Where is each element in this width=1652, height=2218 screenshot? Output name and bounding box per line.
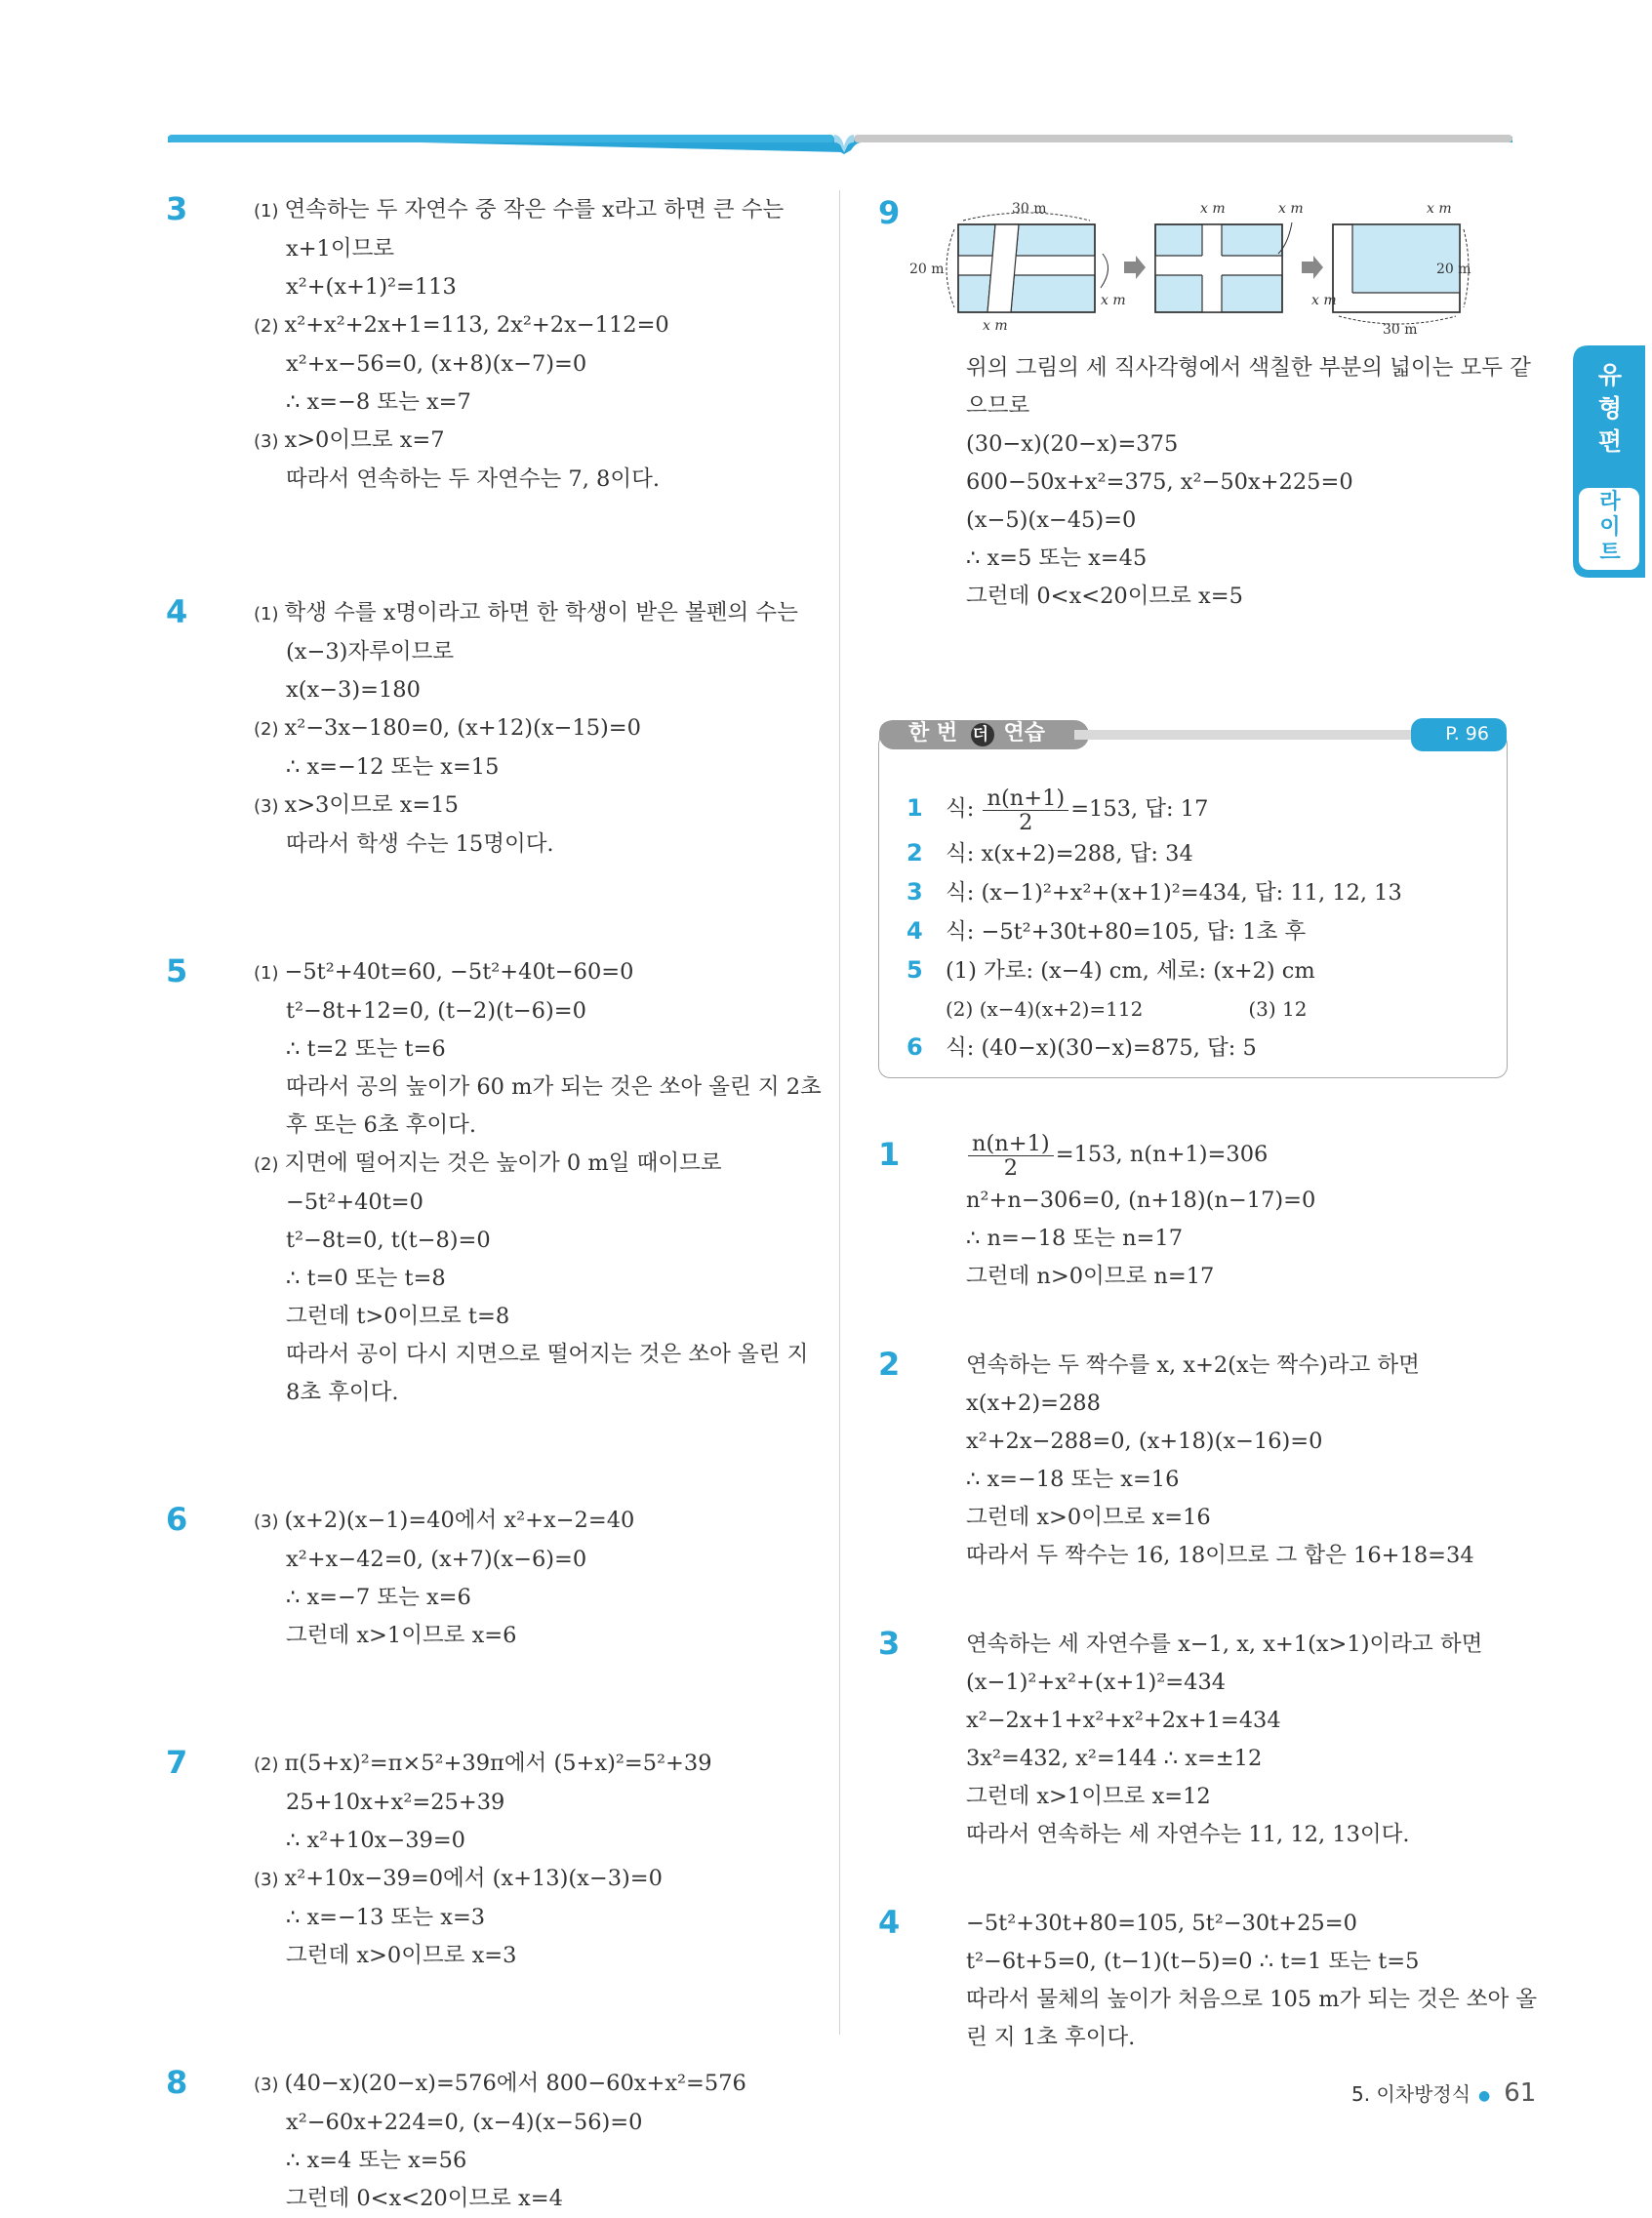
solution-line — [254, 1579, 810, 1617]
line-text: x²−60x+224=0, (x−4)(x−56)=0 — [286, 2110, 643, 2135]
solution-line: (x−5)(x−45)=0 — [966, 507, 1137, 533]
practice-item-number: 6 — [907, 1033, 923, 1061]
solution-line: x(x+2)=288 — [966, 1391, 1101, 1416]
solution-line — [254, 671, 810, 709]
line-text: x²+x−42=0, (x+7)(x−6)=0 — [286, 1547, 587, 1572]
fraction-denominator: 2 — [1019, 809, 1033, 835]
solution-line: ∴ x=−18 또는 x=16 — [966, 1467, 1180, 1492]
solution-line — [254, 633, 810, 671]
fraction — [983, 786, 1068, 834]
line-text: (x+2)(x−1)=40에서 x²+x−2=40 — [284, 1508, 635, 1533]
solution-line: 600−50x+x²=375, x²−50x+225=0 — [966, 469, 1353, 495]
item-text: (1) 가로: (x−4) cm, 세로: (x+2) cm — [946, 958, 1315, 984]
solution-line — [254, 2104, 810, 2142]
solution-line: 그런데 n>0이므로 n=17 — [966, 1264, 1215, 1289]
solution-line: 린 지 1초 후이다. — [966, 2025, 1136, 2050]
line-text: =153, n(n+1)=306 — [1055, 1142, 1269, 1167]
problem-number: 4 — [878, 1904, 901, 1941]
line-text: 그런데 0<x<20이므로 x=4 — [286, 2186, 563, 2211]
item-text: (2) (x−4)(x+2)=112 — [946, 997, 1144, 1021]
solution-line — [966, 1127, 1522, 1182]
problem-number: 8 — [166, 2064, 188, 2101]
solution-line: x²−2x+1+x²+x²+2x+1=434 — [966, 1708, 1281, 1733]
problem-6 — [166, 1502, 810, 1655]
problem-7 — [166, 1745, 810, 1975]
page-number: 61 — [1504, 2078, 1537, 2108]
label-20m: 20 m — [1436, 262, 1471, 277]
line-text: x(x−3)=180 — [286, 677, 421, 703]
right-column — [878, 191, 1538, 2057]
solution-line — [254, 1899, 810, 1937]
line-text: 따라서 연속하는 두 자연수는 7, 8이다. — [286, 466, 660, 492]
subpart-label: (2) — [254, 316, 279, 337]
solution-line — [254, 2065, 810, 2104]
practice-item — [879, 834, 1507, 873]
answer-4 — [878, 1904, 1538, 2057]
practice-box — [878, 721, 1508, 1078]
answer-3 — [878, 1626, 1522, 1854]
solution-line — [254, 1617, 810, 1655]
left-column — [166, 190, 822, 2218]
practice-item-number: 4 — [907, 917, 923, 945]
subpart-label: (3) — [254, 431, 279, 452]
solution-line — [254, 383, 810, 422]
line-text: 후 또는 6초 후이다. — [286, 1112, 477, 1138]
solution-line: t²−6t+5=0, (t−1)(t−5)=0 ∴ t=1 또는 t=5 — [966, 1949, 1420, 1974]
side-tab-bottom-text: 라이트 — [1599, 490, 1621, 565]
solution-line: n²+n−306=0, (n+18)(n−17)=0 — [966, 1188, 1316, 1213]
solution-line — [254, 1184, 810, 1222]
line-text: x+1이므로 — [286, 236, 395, 262]
line-text: 연속하는 두 자연수 중 작은 수를 x라고 하면 큰 수는 — [284, 197, 785, 222]
solution-line — [254, 1745, 810, 1784]
solution-line — [254, 1298, 810, 1336]
problem-5 — [166, 952, 822, 1412]
problem-9 — [878, 194, 1531, 616]
item-text: (3) 12 — [1248, 997, 1308, 1021]
problem-number: 1 — [878, 1136, 901, 1173]
subpart-label: (1) — [254, 604, 279, 625]
line-text: t²−8t=0, t(t−8)=0 — [286, 1228, 491, 1253]
problem-number: 7 — [166, 1744, 188, 1781]
line-text: 따라서 학생 수는 15명이다. — [286, 831, 554, 857]
problem-4 — [166, 594, 810, 864]
solution-line — [254, 2142, 810, 2180]
practice-title-badge: 더 — [972, 725, 989, 745]
footer-chapter: 5. 이차방정식 — [1351, 2082, 1471, 2106]
fraction-denominator: 2 — [1003, 1154, 1019, 1181]
solution-line — [254, 345, 810, 383]
solution-line — [254, 230, 810, 268]
solution-line — [254, 992, 810, 1030]
solution-line — [254, 1374, 810, 1412]
label-20m: 20 m — [909, 262, 945, 277]
problem-number: 6 — [166, 1501, 188, 1538]
practice-item-number: 5 — [907, 956, 923, 984]
solution-line — [254, 1222, 810, 1260]
item-text: 식: x(x+2)=288, 답: 34 — [946, 841, 1193, 867]
subpart-label: (1) — [254, 201, 279, 222]
side-tab-label-bottom — [1583, 490, 1637, 566]
line-text: x²+x²+2x+1=113, 2x²+2x−112=0 — [284, 312, 669, 338]
subpart-label: (3) — [254, 1512, 279, 1532]
fraction-numerator: n(n+1) — [983, 786, 1068, 811]
solution-line — [254, 461, 810, 499]
solution-line — [254, 1822, 810, 1860]
solution-line: −5t²+30t+80=105, 5t²−30t+25=0 — [966, 1911, 1357, 1936]
solution-line: x²+2x−288=0, (x+18)(x−16)=0 — [966, 1429, 1323, 1454]
problem-number: 4 — [166, 593, 188, 630]
footer — [1351, 2078, 1536, 2108]
bullet-icon: ● — [1478, 2087, 1491, 2104]
line-text: x>3이므로 x=15 — [284, 792, 459, 818]
solution-line — [254, 1107, 810, 1145]
solution-line: (x−1)²+x²+(x+1)²=434 — [966, 1670, 1227, 1695]
rectangles-figure — [909, 195, 1471, 342]
line-text: (x−3)자루이므로 — [286, 639, 455, 665]
line-text: 25+10x+x²=25+39 — [286, 1790, 505, 1815]
fraction-numerator: n(n+1) — [968, 1132, 1054, 1156]
label-xm: x m — [1427, 201, 1452, 217]
practice-item — [879, 951, 1507, 990]
solution-line: 따라서 물체의 높이가 처음으로 105 m가 되는 것은 쏘아 올 — [966, 1987, 1538, 2012]
line-text: 따라서 공의 높이가 60 m가 되는 것은 쏘아 올린 지 2초 — [286, 1074, 822, 1100]
subpart-label: (2) — [254, 1154, 279, 1175]
problem-8 — [166, 2065, 810, 2218]
subpart-label: (3) — [254, 796, 279, 817]
solution-line — [254, 1541, 810, 1579]
solution-line: 위의 그림의 세 직사각형에서 색칠한 부분의 넓이는 모두 같 — [966, 355, 1531, 381]
line-text: ∴ x²+10x−39=0 — [286, 1828, 465, 1853]
line-text: ∴ x=4 또는 x=56 — [286, 2148, 467, 2173]
line-text: x²+10x−39=0에서 (x+13)(x−3)=0 — [284, 1866, 663, 1891]
problem-number: 3 — [878, 1625, 901, 1662]
solution-line: 그런데 x>0이므로 x=16 — [966, 1505, 1211, 1530]
line-text: ∴ t=0 또는 t=8 — [286, 1266, 446, 1291]
solution-line — [254, 594, 810, 633]
practice-title: 한 번 — [908, 721, 958, 746]
line-text: −5t²+40t=0 — [286, 1190, 423, 1215]
label-xm: x m — [1311, 293, 1337, 308]
item-text: 식: — [946, 796, 982, 822]
fraction — [968, 1132, 1054, 1180]
solution-line: 연속하는 두 짝수를 x, x+2(x는 짝수)라고 하면 — [966, 1352, 1420, 1378]
problem-number: 3 — [166, 190, 188, 227]
label-xm: x m — [1200, 201, 1226, 217]
solution-line: (30−x)(20−x)=375 — [966, 431, 1179, 457]
solution-line: 그런데 x>1이므로 x=12 — [966, 1784, 1211, 1809]
practice-item — [879, 1028, 1507, 1068]
solution-line — [254, 953, 810, 992]
line-text: 그런데 t>0이므로 t=8 — [286, 1304, 510, 1329]
solution-line: ∴ x=5 또는 x=45 — [966, 545, 1148, 571]
solution-line — [254, 1145, 810, 1184]
label-xm: x m — [983, 318, 1008, 334]
solution-line — [254, 1260, 810, 1298]
line-text: x²+x−56=0, (x+8)(x−7)=0 — [286, 351, 587, 377]
problem-3 — [166, 191, 810, 499]
practice-item — [879, 873, 1507, 912]
solution-line: 그런데 0<x<20이므로 x=5 — [966, 584, 1243, 609]
line-text: ∴ x=−13 또는 x=3 — [286, 1905, 486, 1930]
practice-item-number: 2 — [907, 839, 923, 867]
subpart-label: (3) — [254, 1870, 279, 1890]
line-text: ∴ x=−8 또는 x=7 — [286, 389, 471, 415]
answer-2 — [878, 1347, 1522, 1575]
answer-1 — [878, 1127, 1522, 1296]
solution-line — [254, 748, 810, 786]
subpart-label: (2) — [254, 1754, 279, 1775]
practice-item-number: 1 — [907, 794, 923, 822]
solution-line — [254, 1860, 810, 1899]
problem-number: 9 — [878, 194, 901, 231]
practice-item — [879, 783, 1507, 834]
solution-line — [254, 422, 810, 461]
subpart-label: (1) — [254, 963, 279, 984]
solution-line — [254, 1784, 810, 1822]
line-text: 그런데 x>1이므로 x=6 — [286, 1623, 517, 1648]
solution-line — [254, 191, 810, 230]
side-tab-top-text: 유형편 — [1597, 361, 1623, 456]
solution-line: 따라서 연속하는 세 자연수는 11, 12, 13이다. — [966, 1822, 1410, 1847]
item-text: 식: (x−1)²+x²+(x+1)²=434, 답: 11, 12, 13 — [946, 880, 1402, 906]
solution-line — [254, 786, 810, 826]
solution-line: 따라서 두 짝수는 16, 18이므로 그 합은 16+18=34 — [966, 1543, 1474, 1568]
line-text: ∴ x=−12 또는 x=15 — [286, 754, 500, 780]
solution-line — [254, 2180, 810, 2218]
practice-item — [879, 912, 1507, 951]
practice-item — [879, 990, 1507, 1028]
solution-line — [254, 306, 810, 345]
line-text: x²+(x+1)²=113 — [286, 274, 457, 300]
solution-line: 3x²=432, x²=144 ∴ x=±12 — [966, 1746, 1263, 1771]
line-text: t²−8t+12=0, (t−2)(t−6)=0 — [286, 998, 586, 1024]
practice-item-number: 3 — [907, 878, 923, 906]
line-text: (40−x)(20−x)=576에서 800−60x+x²=576 — [284, 2071, 746, 2096]
header-bar — [168, 133, 1512, 154]
item-text: 식: (40−x)(30−x)=875, 답: 5 — [946, 1035, 1257, 1061]
item-text: =153, 답: 17 — [1070, 796, 1209, 822]
solution-line — [254, 709, 810, 748]
solution-line: ∴ n=−18 또는 n=17 — [966, 1226, 1184, 1251]
line-text: −5t²+40t=60, −5t²+40t−60=0 — [284, 959, 634, 985]
column-divider — [839, 190, 840, 2035]
label-xm: x m — [1278, 201, 1304, 217]
line-text: ∴ t=2 또는 t=6 — [286, 1036, 446, 1062]
side-tab-label-top — [1583, 359, 1637, 459]
line-text: 따라서 공이 다시 지면으로 떨어지는 것은 쏘아 올린 지 — [286, 1342, 809, 1367]
label-30m: 30 m — [1383, 322, 1418, 338]
solution-line — [254, 826, 810, 864]
solution-line — [254, 1030, 810, 1069]
solution-line: 연속하는 세 자연수를 x−1, x, x+1(x>1)이라고 하면 — [966, 1632, 1483, 1657]
line-text: π(5+x)²=π×5²+39π에서 (5+x)²=5²+39 — [284, 1751, 712, 1776]
line-text: 지면에 떨어지는 것은 높이가 0 m일 때이므로 — [284, 1150, 722, 1176]
problem-number: 5 — [166, 952, 188, 989]
problem-number: 2 — [878, 1346, 901, 1383]
label-30m: 30 m — [1012, 201, 1047, 217]
subpart-label: (2) — [254, 719, 279, 740]
label-xm: x m — [1101, 293, 1126, 308]
solution-line — [254, 1502, 810, 1541]
line-text: x>0이므로 x=7 — [284, 427, 445, 453]
solution-line — [254, 268, 810, 306]
solution-line — [254, 1069, 822, 1107]
practice-page: P. 96 — [1445, 723, 1489, 745]
practice-title-end: 연습 — [1003, 721, 1046, 746]
line-text: 학생 수를 x명이라고 하면 한 학생이 받은 볼펜의 수는 — [284, 600, 798, 625]
solution-line — [254, 1336, 810, 1374]
line-text: 8초 후이다. — [286, 1380, 399, 1405]
line-text: ∴ x=−7 또는 x=6 — [286, 1585, 471, 1610]
solution-line: 으므로 — [966, 393, 1030, 419]
solution-line — [254, 1937, 810, 1975]
subpart-label: (3) — [254, 2075, 279, 2095]
item-text: 식: −5t²+30t+80=105, 답: 1초 후 — [946, 919, 1307, 945]
line-text: x²−3x−180=0, (x+12)(x−15)=0 — [284, 715, 641, 741]
line-text: 그런데 x>0이므로 x=3 — [286, 1943, 517, 1968]
